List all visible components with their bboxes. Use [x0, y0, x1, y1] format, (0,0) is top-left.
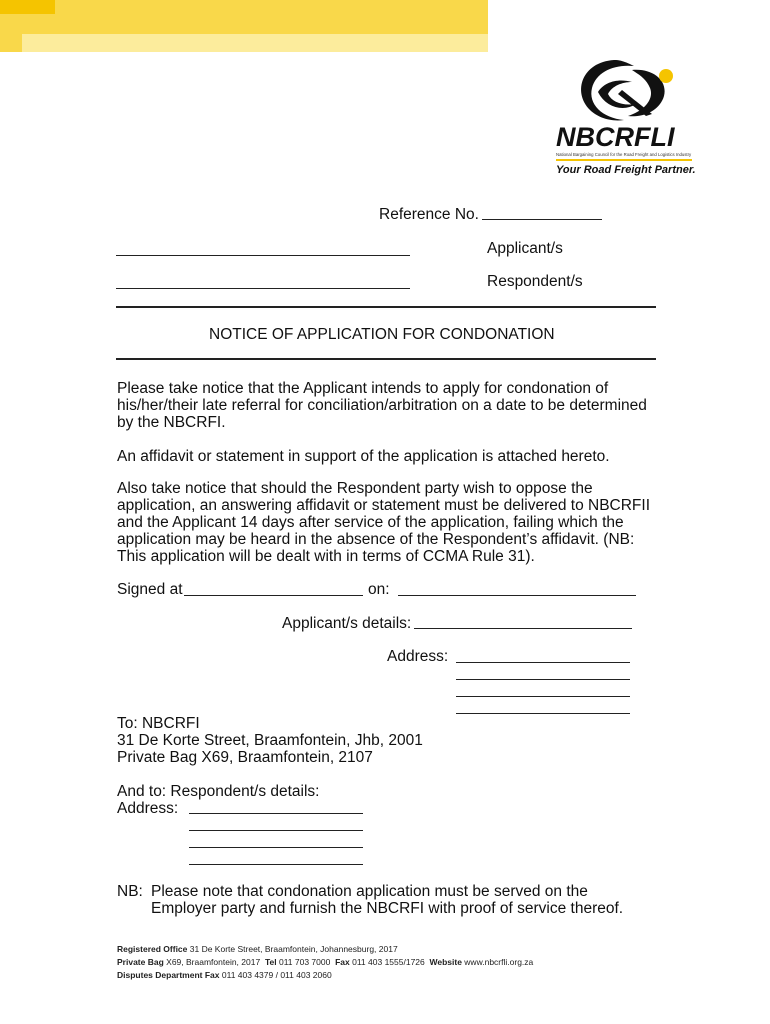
document-title: NOTICE OF APPLICATION FOR CONDONATION — [209, 326, 555, 343]
to-nbcrfi-block: To: NBCRFI 31 De Korte Street, Braamfontein, Jhb, 2001 Private Bag X69, Braamfontein, 2107 — [117, 715, 423, 766]
footer-registered-office: Registered Office 31 De Korte Street, Braamfontein, Johannesburg, 2017 — [117, 944, 398, 954]
nb-prefix: NB: — [117, 883, 143, 900]
respondent-address-line-4[interactable] — [189, 864, 363, 865]
applicant-address-line-1[interactable] — [456, 662, 630, 663]
applicant-label: Applicant/s — [487, 240, 563, 257]
signed-at-line[interactable] — [184, 595, 363, 596]
footer-contact: Private Bag X69, Braamfontein, 2017 Tel 011 703 7000 Fax 011 403 1555/1726 Website www.nbcrfli.org.za — [117, 957, 534, 967]
title-rule-bottom — [116, 358, 656, 360]
applicant-address-line-2[interactable] — [456, 679, 630, 680]
header-band-left — [0, 34, 22, 52]
reference-label: Reference No. — [379, 206, 479, 223]
reference-line[interactable] — [482, 219, 602, 220]
website-link[interactable]: www.nbcrfli.org.za — [464, 957, 534, 967]
nbcrfli-logo — [552, 52, 702, 178]
logo-swoosh-icon — [552, 52, 702, 178]
applicant-address-line-4[interactable] — [456, 713, 630, 714]
signed-on-label: on: — [368, 581, 390, 598]
respondent-address-line-3[interactable] — [189, 847, 363, 848]
logo-subtitle: National Bargaining Council for the Road Freight and Logistics Industry — [556, 152, 692, 157]
signed-on-line[interactable] — [398, 595, 636, 596]
respondent-address-line-2[interactable] — [189, 830, 363, 831]
header-band-pale — [22, 34, 488, 52]
header-band-accent — [0, 0, 55, 14]
and-to-label: And to: Respondent/s details: — [117, 783, 320, 800]
logo-name: NBCRFLI — [556, 122, 675, 152]
paragraph-opposition: Also take notice that should the Respondent party wish to oppose the application, an answering affidavit or statement must be delivered to NBCRFII and the Applicant 14 days after service of the application, failing which the application may be heard in the absence of the Respondent’s affidavit. (NB: This application will be dealt with in terms of CCMA Rule 31). — [117, 480, 651, 565]
respondent-line[interactable] — [116, 288, 410, 289]
paragraph-intent: Please take notice that the Applicant intends to apply for condonation of his/her/their late referral for conciliation/arbitration on a date to be determined by the NBCRFI. — [117, 380, 647, 431]
respondent-address-line-1[interactable] — [189, 813, 363, 814]
applicant-address-label: Address: — [387, 648, 449, 665]
applicant-line[interactable] — [116, 255, 410, 256]
nb-line-2: Employer party and furnish the NBCRFI with proof of service thereof. — [151, 900, 624, 917]
applicant-details-line[interactable] — [414, 628, 632, 629]
nb-line-1: Please note that condonation application must be served on the — [151, 883, 588, 900]
title-rule-top — [116, 306, 656, 308]
applicant-address-line-3[interactable] — [456, 696, 630, 697]
footer-disputes: Disputes Department Fax 011 403 4379 / 011 403 2060 — [117, 970, 332, 980]
respondent-label: Respondent/s — [487, 273, 583, 290]
signed-at-label: Signed at — [117, 581, 183, 598]
header-band — [0, 0, 488, 34]
respondent-address-label: Address: — [117, 800, 179, 817]
logo-tagline: Your Road Freight Partner. — [556, 164, 696, 176]
applicant-details-label: Applicant/s details: — [282, 615, 412, 632]
paragraph-affidavit: An affidavit or statement in support of the application is attached hereto. — [117, 448, 610, 465]
